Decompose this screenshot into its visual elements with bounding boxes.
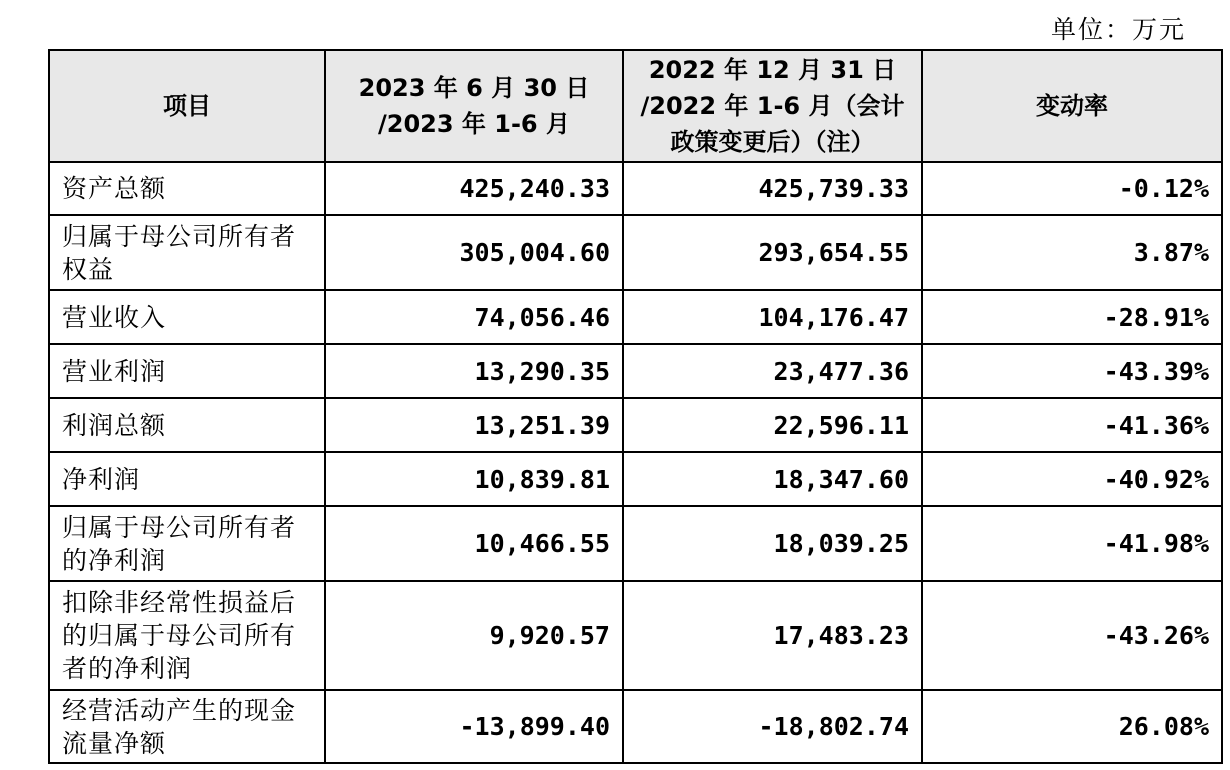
row-value-2023: 10,839.81	[325, 452, 623, 506]
table-row	[49, 690, 1222, 763]
row-item: 营业收入	[49, 290, 325, 344]
table-row	[49, 398, 1222, 452]
row-value-2023: 425,240.33	[325, 162, 623, 215]
row-value-2022: 425,739.33	[623, 162, 922, 215]
table-row	[49, 290, 1222, 344]
row-item: 经营活动产生的现金流量净额	[49, 690, 325, 763]
row-change-rate: -41.36%	[922, 398, 1222, 452]
row-value-2023: 305,004.60	[325, 215, 623, 290]
financial-summary-table	[48, 49, 1223, 764]
row-item: 资产总额	[49, 162, 325, 215]
row-item: 营业利润	[49, 344, 325, 398]
row-value-2022: 293,654.55	[623, 215, 922, 290]
row-item: 利润总额	[49, 398, 325, 452]
row-change-rate: -43.39%	[922, 344, 1222, 398]
row-value-2022: 22,596.11	[623, 398, 922, 452]
row-item: 净利润	[49, 452, 325, 506]
table-header-row	[49, 50, 1222, 162]
row-value-2023: -13,899.40	[325, 690, 623, 763]
row-item: 归属于母公司所有者权益	[49, 215, 325, 290]
header-change-rate: 变动率	[922, 50, 1222, 162]
row-value-2022: 17,483.23	[623, 581, 922, 690]
table-row	[49, 452, 1222, 506]
row-change-rate: -28.91%	[922, 290, 1222, 344]
row-value-2022: 18,039.25	[623, 506, 922, 581]
row-change-rate: -40.92%	[922, 452, 1222, 506]
row-value-2023: 9,920.57	[325, 581, 623, 690]
row-change-rate: -41.98%	[922, 506, 1222, 581]
header-2022: 2022 年 12 月 31 日 /2022 年 1-6 月（会计政策变更后）（注）	[623, 50, 922, 162]
table-row	[49, 581, 1222, 690]
table-row	[49, 215, 1222, 290]
row-value-2022: 18,347.60	[623, 452, 922, 506]
row-item: 扣除非经常性损益后的归属于母公司所有者的净利润	[49, 581, 325, 690]
row-value-2022: 23,477.36	[623, 344, 922, 398]
row-change-rate: -43.26%	[922, 581, 1222, 690]
row-change-rate: 26.08%	[922, 690, 1222, 763]
row-value-2022: 104,176.47	[623, 290, 922, 344]
row-value-2022: -18,802.74	[623, 690, 922, 763]
row-value-2023: 74,056.46	[325, 290, 623, 344]
row-value-2023: 13,290.35	[325, 344, 623, 398]
row-change-rate: -0.12%	[922, 162, 1222, 215]
table-row	[49, 344, 1222, 398]
header-item: 项目	[49, 50, 325, 162]
row-item: 归属于母公司所有者的净利润	[49, 506, 325, 581]
row-value-2023: 13,251.39	[325, 398, 623, 452]
unit-label: 单位：万元	[1050, 15, 1186, 44]
row-value-2023: 10,466.55	[325, 506, 623, 581]
table-row	[49, 506, 1222, 581]
header-2023: 2023 年 6 月 30 日 /2023 年 1-6 月	[325, 50, 623, 162]
row-change-rate: 3.87%	[922, 215, 1222, 290]
table-row	[49, 162, 1222, 215]
